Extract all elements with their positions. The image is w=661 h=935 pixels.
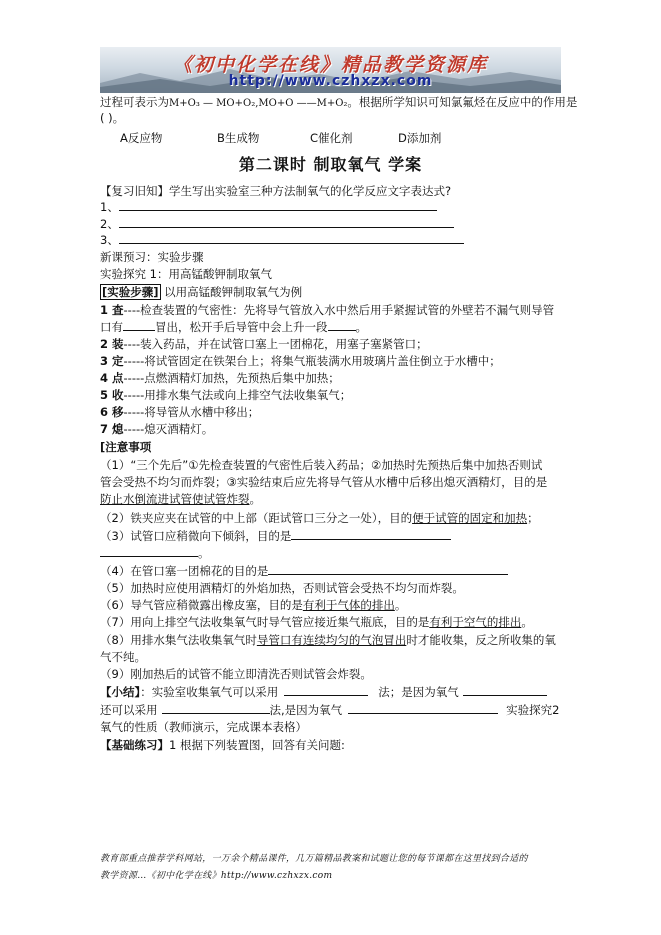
banner-url[interactable]: http://www.czhxzx.com: [228, 73, 433, 89]
step-4: [100, 370, 340, 387]
note-text: （4）在管口塞一团棉花的目的是: [100, 564, 269, 578]
review-item-number: 2、: [100, 217, 119, 231]
option-a: A反应物: [120, 131, 163, 145]
intro-formula: M+O₃ — MO+O₂,MO+O ——M+O₂: [169, 98, 348, 109]
note-1a: （1）“三个先后”①先检查装置的气密性后装入药品；②加热时先预热后集中加热否则试: [100, 458, 543, 472]
step-text: ----检查装置的气密性：先将导气管放入水中然后用手紧握试管的外壁若不漏气则导管: [123, 303, 555, 317]
steps-heading: [100, 284, 302, 301]
review-label: 【复习旧知】: [100, 184, 169, 198]
footer-line-1: 教育部重点推荐学科网站，一万余个精品课件，几万篇精品教案和试题让您的每节课都在这里找到合适的: [100, 854, 528, 864]
note-8-cont: 气不纯。: [100, 650, 146, 664]
note-text: （2）铁夹应夹在试管的中上部（距试管口三分之一处），目的: [100, 511, 413, 525]
step-text: -----将导管从水槽中移出；: [123, 405, 260, 419]
step-6: [100, 404, 259, 421]
step-key: 7 熄: [100, 422, 124, 436]
preview-line-1: 新课预习：实验步骤: [100, 250, 204, 264]
review-item-1[interactable]: [100, 199, 437, 216]
note-1c: [100, 491, 261, 508]
answer-blank[interactable]: [328, 319, 356, 331]
step-text: ----装入药品，并在试管口塞上一团棉花，用塞子塞紧管口；: [123, 337, 428, 351]
note-answer: 有利于气体的排出: [302, 598, 395, 612]
answer-blank[interactable]: [268, 563, 508, 575]
note-answer: 防止水倒流进试管使试管炸裂: [100, 492, 250, 506]
note-text: 时才能收集，反之所收集的氧: [406, 633, 556, 647]
step-3: [100, 353, 501, 370]
step-text: 冒出，松开手后导管中会上升一段: [155, 320, 328, 334]
step-1-cont: [100, 319, 367, 336]
note-2: [100, 510, 539, 527]
step-1: [100, 302, 554, 319]
step-text: -----用排水集气法或向上排空气法收集氧气；: [123, 388, 352, 402]
summary-label: 【小结】: [100, 685, 141, 699]
option-c: C催化剂: [310, 131, 353, 145]
answer-blank[interactable]: [284, 684, 368, 696]
step-2: [100, 336, 428, 353]
intro-line-1: [100, 94, 577, 112]
note-answer: 导管口有连续均匀的气泡冒出: [256, 633, 407, 647]
note-7: [100, 614, 533, 631]
step-text: 。: [355, 320, 367, 334]
step-text: 口有: [100, 320, 123, 334]
summary-line-2: [100, 702, 559, 719]
answer-blank[interactable]: [463, 684, 547, 696]
note-text: 。: [394, 598, 407, 612]
note-3: [100, 528, 451, 545]
answer-blank[interactable]: [119, 232, 464, 244]
summary-text: ：实验室收集氧气可以采用: [140, 685, 279, 699]
summary-text: 法,是因为氧气: [269, 703, 343, 717]
note-answer: 便于试管的固定和加热: [412, 511, 528, 525]
note-text: （7）用向上排空气法收集氧气时导气管应接近集气瓶底，目的是: [100, 615, 430, 629]
step-text: -----点燃酒精灯加热，先预热后集中加热；: [123, 371, 340, 385]
intro-post: 。根据所学知识可知氯氟烃在反应中的作用是: [347, 95, 578, 109]
review-text: 学生写出实验室三种方法制氧气的化学反应文字表达式?: [169, 184, 452, 198]
lesson-title: 第二课时 制取氧气 学案: [238, 155, 423, 174]
intro-line-2: ( )。: [100, 111, 125, 125]
summary-text: 法；是因为氧气: [378, 685, 459, 699]
note-text: （3）试管口应稍微向下倾斜，目的是: [100, 529, 292, 543]
practice-text: 1 根据下列装置图，回答有关问题:: [169, 738, 345, 752]
review-item-2[interactable]: [100, 216, 454, 233]
summary-line-1: [100, 684, 547, 701]
note-3-cont: [100, 545, 210, 562]
note-text: ；: [527, 511, 539, 525]
answer-blank[interactable]: [162, 702, 270, 714]
review-item-number: 1、: [100, 200, 119, 214]
review-item-number: 3、: [100, 233, 119, 247]
intro-pre: 过程可表示为: [100, 95, 169, 109]
note-6: [100, 597, 406, 614]
step-5: [100, 387, 351, 404]
step-7: [100, 421, 213, 438]
page-footer: [100, 851, 570, 885]
summary-text: 实验探究2: [506, 703, 560, 717]
step-key: 2 装: [100, 337, 124, 351]
step-text: -----熄灭酒精灯。: [123, 422, 214, 436]
answer-blank[interactable]: [100, 545, 198, 557]
step-key: 3 定: [100, 354, 124, 368]
step-key: 4 点: [100, 371, 124, 385]
note-text: 。: [249, 492, 261, 506]
answer-blank[interactable]: [291, 528, 451, 540]
banner-title: 《初中化学在线》精品教学资源库: [172, 54, 488, 76]
note-text: （6）导气管应稍微露出橡皮塞，目的是: [100, 598, 303, 612]
preview-line-2: 实验探究 1：用高锰酸钾制取氧气: [100, 267, 272, 281]
step-key: 6 移: [100, 405, 124, 419]
header-banner: [100, 47, 561, 93]
step-text: -----将试管固定在铁架台上；将集气瓶装满水用玻璃片盖住倒立于水槽中；: [123, 354, 501, 368]
answer-blank[interactable]: [119, 216, 454, 228]
note-5: （5）加热时应使用酒精灯的外焰加热，否则试管会受热不均匀而炸裂。: [100, 581, 464, 595]
answer-blank[interactable]: [119, 199, 437, 211]
note-text: 。: [198, 546, 210, 560]
steps-label: [实验步骤]: [102, 285, 159, 299]
footer-line-2[interactable]: 教学资源…《初中化学在线》http://www.czhxzx.com: [100, 871, 333, 881]
note-1b: 管会受热不均匀而炸裂；③实验结束后应先将导气管从水槽中后移出熄灭酒精灯，目的是: [100, 475, 548, 489]
note-4: [100, 563, 508, 580]
step-key: 5 收: [100, 388, 124, 402]
option-d: D添加剂: [398, 131, 442, 145]
answer-blank[interactable]: [123, 319, 155, 331]
note-8: [100, 632, 556, 649]
step-key: 1 查: [100, 303, 124, 317]
summary-line-3: 氧气的性质（教师演示，完成课本表格）: [100, 720, 307, 734]
note-text: 。: [521, 615, 533, 629]
practice-label: 【基础练习】: [100, 738, 169, 752]
review-line: [100, 183, 451, 200]
note-answer: 有利于空气的排出: [429, 615, 522, 629]
answer-blank[interactable]: [348, 702, 498, 714]
note-text: （8）用排水集气法收集氧气时: [100, 633, 257, 647]
note-9: （9）刚加热后的试管不能立即清洗否则试管会炸裂。: [100, 667, 372, 681]
notes-label: [注意事项: [100, 440, 152, 454]
option-b: B生成物: [217, 131, 260, 145]
summary-text: 还可以采用: [100, 703, 158, 717]
review-item-3[interactable]: [100, 232, 464, 249]
steps-intro: 以用高锰酸钾制取氧气为例: [160, 285, 303, 299]
practice-line: [100, 737, 345, 754]
